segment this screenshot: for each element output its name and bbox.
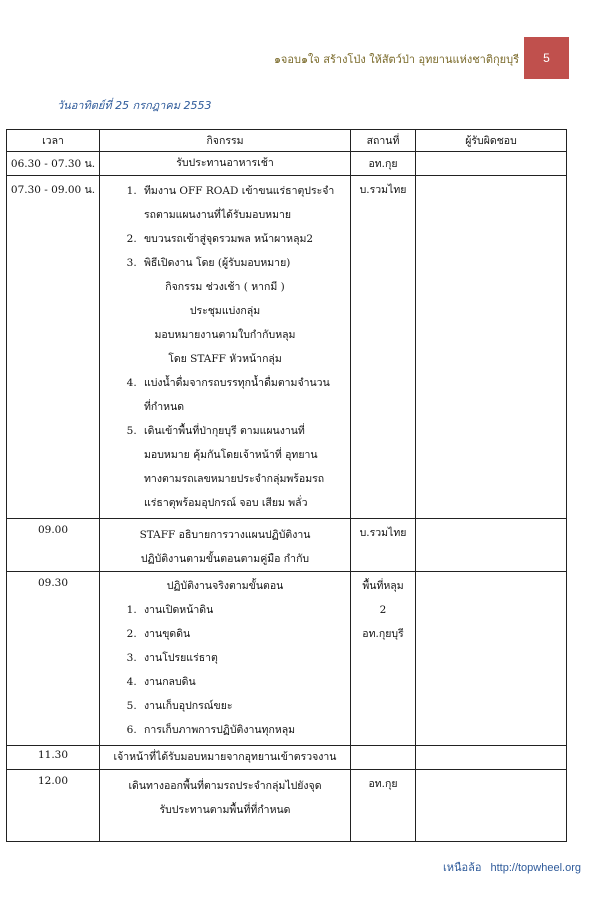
row-activity (100, 746, 351, 770)
row-place (351, 519, 416, 572)
header-activity: กิจกรรม (100, 130, 351, 152)
header-place: สถานที่ (351, 130, 416, 152)
activity-line: รับประทานตามพื้นที่ที่กำหนด (159, 804, 291, 816)
document-header-title: ๑จอบ๑ใจ สร้างโป่ง ให้สัตว์ป่า อุทยานแห่งชาติกุยบุรี (273, 53, 519, 66)
row-time: 09.00 (7, 519, 100, 572)
activity-title: ปฏิบัติงานจริงตามขั้นตอน (166, 580, 284, 592)
activity-line: 4. แบ่งน้ำดื่มจากรถบรรทุกน้ำดื่มตามจำนวน (144, 377, 330, 389)
table-row (7, 152, 567, 176)
row-time: 12.00 (7, 770, 100, 842)
row-activity (100, 572, 351, 746)
row-time: 06.30 - 07.30 น. (7, 152, 100, 176)
sub-activity-line: กิจกรรม ช่วงเช้า ( หากมี ) (165, 281, 285, 293)
activity-line: มอบหมาย คุ้มกันโดยเจ้าหน้าที่ อุทยาน (144, 449, 318, 461)
sub-activity-line: โดย STAFF หัวหน้ากลุ่ม (168, 353, 282, 365)
list-item (140, 419, 344, 515)
row-responsible (416, 152, 567, 176)
page-number: 5 (543, 51, 550, 65)
activity-line: 2. ขบวนรถเข้าสู่จุดรวมพล หน้าผาหลุม2 (144, 233, 314, 245)
table-row (7, 572, 567, 746)
row-place (351, 746, 416, 770)
row-responsible (416, 770, 567, 842)
row-place (351, 770, 416, 842)
activity-line: เจ้าหน้าที่ได้รับมอบหมายจากอุทยานเข้าตรวจงาน (113, 751, 337, 763)
table-header-row (7, 130, 567, 152)
activity-line: ทางตามรถเลขหมายประจำกลุ่มพร้อมรถ (144, 473, 325, 485)
list-item: 1. งานเปิดหน้าดิน (140, 598, 344, 622)
list-item: 2. งานขุดดิน (140, 622, 344, 646)
row-activity (100, 176, 351, 519)
activity-list (100, 598, 350, 745)
row-responsible (416, 519, 567, 572)
place-line: บ.รวมไทย (359, 184, 407, 196)
row-time: 11.30 (7, 746, 100, 770)
list-item (140, 179, 344, 227)
place-line: พื้นที่หลุม (362, 580, 404, 592)
row-place (351, 572, 416, 746)
activity-list (100, 371, 350, 518)
table-row (7, 519, 567, 572)
row-time: 07.30 - 09.00 น. (7, 176, 100, 519)
header-time: เวลา (7, 130, 100, 152)
schedule-table (6, 129, 567, 842)
row-place (351, 152, 416, 176)
place-line: อท.กุยบุรี (362, 628, 404, 640)
row-time: 09.30 (7, 572, 100, 746)
header-responsible: ผู้รับผิดชอบ (416, 130, 567, 152)
activity-list (100, 176, 350, 278)
place-line: บ.รวมไทย (359, 527, 407, 539)
activity-line: 3. พิธีเปิดงาน โดย (ผู้รับมอบหมาย) (144, 257, 291, 269)
footer-url[interactable]: http://topwheel.org (490, 862, 581, 874)
list-item (140, 227, 344, 251)
activity-line: รถตามแผนงานที่ได้รับมอบหมาย (144, 209, 292, 221)
activity-line: STAFF อธิบายการวางแผนปฏิบัติงาน (139, 529, 311, 541)
activity-line: ที่กำหนด (144, 401, 185, 413)
activity-line: รับประทานอาหารเช้า (176, 157, 274, 169)
row-activity (100, 519, 351, 572)
row-place (351, 176, 416, 519)
list-item: 5. งานเก็บอุปกรณ์ขยะ (140, 694, 344, 718)
list-item (140, 251, 344, 275)
footer (437, 858, 581, 876)
list-item (140, 371, 344, 419)
activity-line: ปฏิบัติงานตามขั้นตอนตามคู่มือ กำกับ (140, 553, 310, 565)
place-line: อท.กุย (368, 778, 398, 790)
activity-line: เดินทางออกพื้นที่ตามรถประจำกลุ่มไปยังจุด (128, 780, 322, 792)
place-line: 2 (379, 604, 387, 616)
activity-line: 5. เดินเข้าพื้นที่ป่ากุยบุรี ตามแผนงานที่ (144, 425, 305, 437)
sub-activity-line: มอบหมายงานตามใบกำกับหลุม (154, 329, 296, 341)
list-item: 4. งานกลบดิน (140, 670, 344, 694)
table-row (7, 770, 567, 842)
row-activity (100, 152, 351, 176)
schedule-date: วันอาทิตย์ที่ 25 กรกฎาคม 2553 (57, 99, 212, 112)
place-line: อท.กุย (368, 158, 398, 170)
activity-line: 1. ทีมงาน OFF ROAD เข้าขนแร่ธาตุประจำ (144, 185, 335, 197)
page-number-badge (524, 37, 569, 79)
row-responsible (416, 746, 567, 770)
table-row (7, 746, 567, 770)
row-responsible (416, 572, 567, 746)
row-responsible (416, 176, 567, 519)
activity-line: แร่ธาตุพร้อมอุปกรณ์ จอบ เสียม พลั่ว (144, 497, 308, 509)
table-row (7, 176, 567, 519)
footer-label: เหนือล้อ (442, 862, 482, 874)
sub-activity-line: ประชุมแบ่งกลุ่ม (189, 305, 261, 317)
list-item: 3. งานโปรยแร่ธาตุ (140, 646, 344, 670)
row-activity (100, 770, 351, 842)
list-item: 6. การเก็บภาพการปฏิบัติงานทุกหลุม (140, 718, 344, 742)
